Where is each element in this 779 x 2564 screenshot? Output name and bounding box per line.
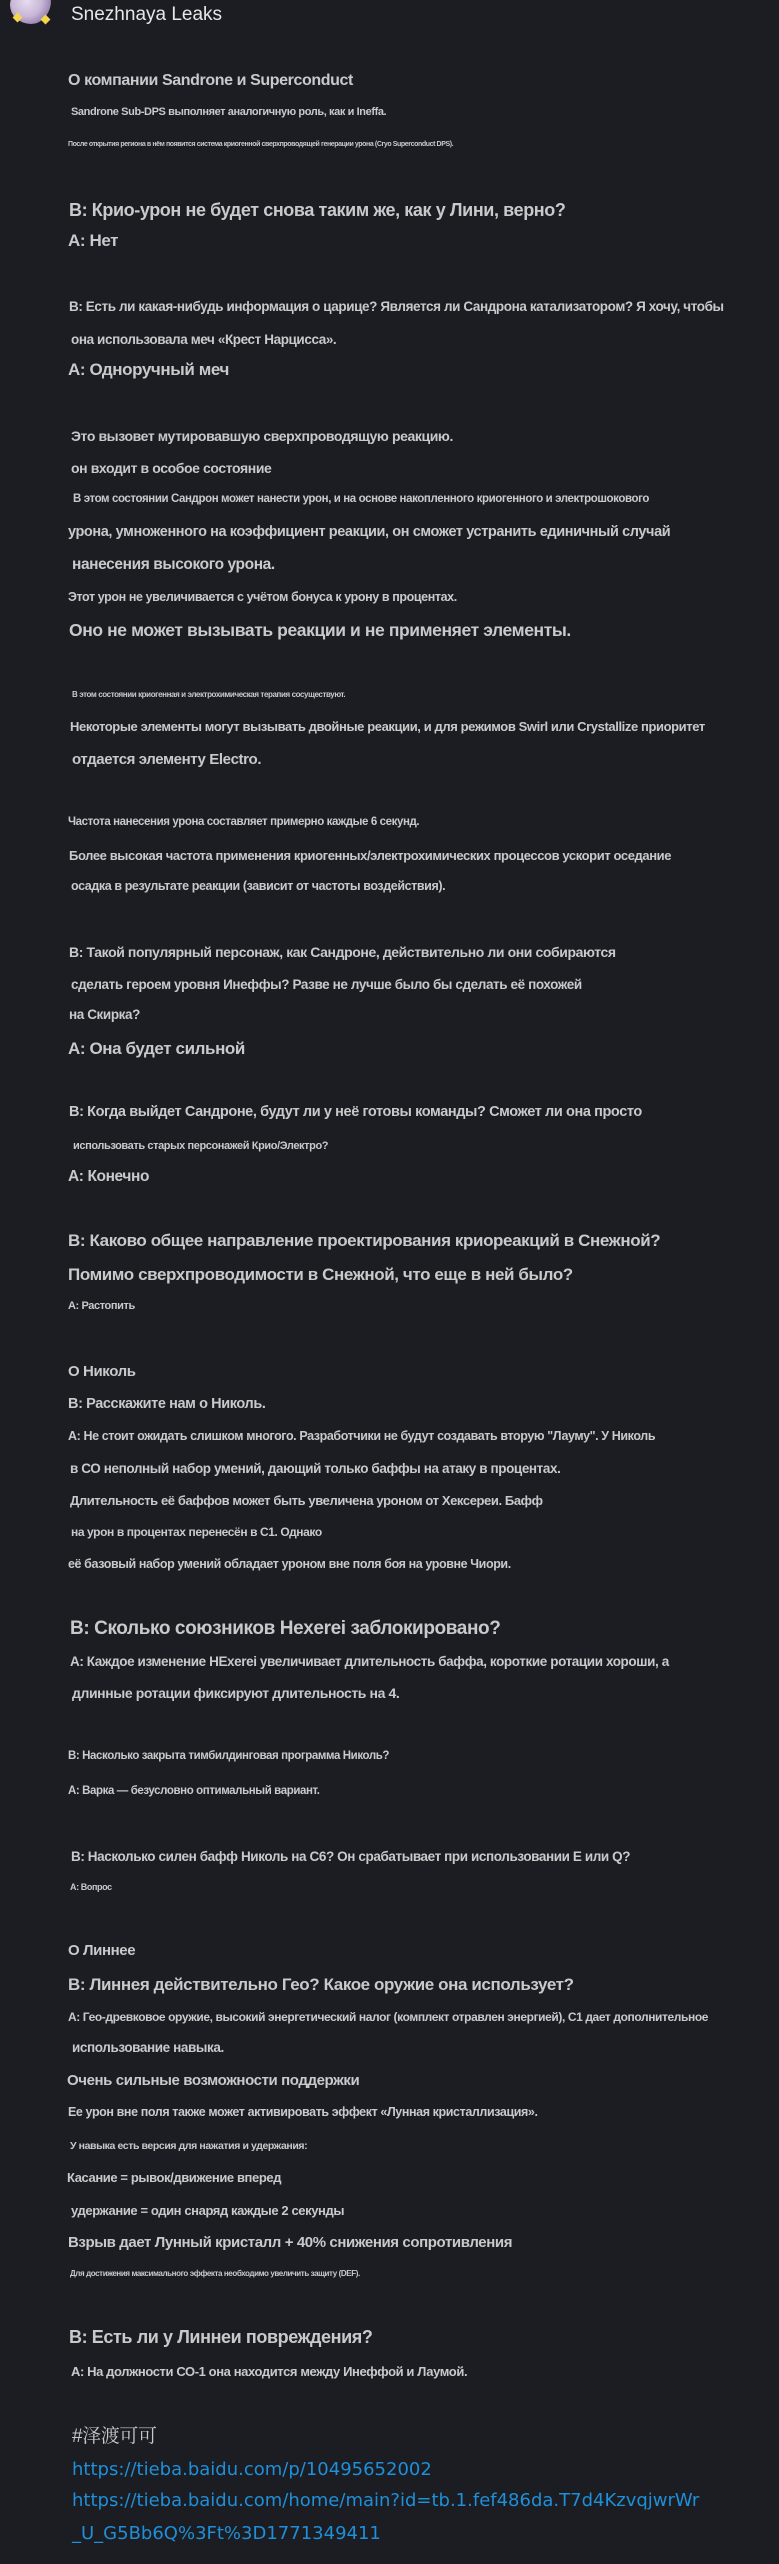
post-text-line: Ее урон вне поля также может активировать эффект «Лунная кристаллизация». xyxy=(68,2105,538,2120)
post-text-line: он входит в особое состояние xyxy=(71,460,272,477)
post-text-line: Более высокая частота применения криогенных/электрохимических процессов ускорит оседание xyxy=(69,847,672,863)
post-text-line: сделать героем уровня Инеффы? Разве не лучше было бы сделать её похожей xyxy=(71,976,582,992)
post-text-line: Взрыв дает Лунный кристалл + 40% снижения сопротивления xyxy=(68,2233,513,2251)
post-text-line: Оно не может вызывать реакции и не применяет элементы. xyxy=(69,620,571,641)
source-link[interactable]: _U_G5Bb6Q%3Ft%3D1771349411 xyxy=(72,2523,381,2544)
post-text-line: урона, умноженного на коэффициент реакции, он сможет устранить единичный случай xyxy=(68,524,671,540)
post-text-line: В этом состоянии Сандрон может нанести урон, и на основе накопленного криогенного и электрошокового xyxy=(73,492,649,505)
answer-text: А: Варка — безусловно оптимальный вариант. xyxy=(68,1784,320,1797)
post-text-line: на Скирка? xyxy=(69,1006,140,1022)
question-text: В: Насколько закрыта тимбилдинговая программа Николь? xyxy=(68,1749,390,1762)
post-text-line: После открытия региона в нём появится система криогенной сверхпроводящей генерации урона (Cryo Superconduct DPS). xyxy=(68,140,454,148)
question-text: В: Есть ли какая-нибудь информация о царице? Является ли Сандрона катализатором? Я хочу, чтобы xyxy=(69,298,724,314)
post-text-line: В этом состоянии криогенная и электрохимическая терапия сосуществуют. xyxy=(72,690,346,700)
post-text-line: нанесения высокого урона. xyxy=(72,556,275,574)
post-text-line: на урон в процентах перенесён в С1. Однако xyxy=(71,1524,322,1539)
post-text-line: О компании Sandrone и Superconduct xyxy=(68,72,353,90)
post-text-line: Для достижения максимального эффекта необходимо увеличить защиту (DEF). xyxy=(70,2269,360,2279)
question-text: В: Крио-урон не будет снова таким же, как у Лини, верно? xyxy=(69,199,566,220)
post-text-line: У навыка есть версия для нажатия и удержания: xyxy=(70,2140,308,2153)
answer-text: А: Не стоит ожидать слишком многого. Разработчики не будут создавать вторую "Лауму". У Николь xyxy=(68,1429,656,1444)
answer-text: А: Нет xyxy=(68,231,119,251)
source-link[interactable]: https://tieba.baidu.com/p/10495652002 xyxy=(72,2459,432,2480)
post-text-line: Этот урон не увеличивается с учётом бонуса к урону в процентах. xyxy=(68,590,457,605)
post-text-line: Частота нанесения урона составляет примерно каждые 6 секунд. xyxy=(68,815,420,828)
channel-avatar-icon[interactable] xyxy=(10,0,52,24)
post-text-line: Касание = рывок/движение вперед xyxy=(67,2169,282,2185)
post-text-line: Sandrone Sub-DPS выполняет аналогичную роль, как и Ineffa. xyxy=(71,106,387,119)
answer-text: А: Конечно xyxy=(68,1168,150,1186)
post-text-line: О Николь xyxy=(68,1362,136,1380)
question-text: В: Сколько союзников Hexerei заблокировано? xyxy=(70,1618,501,1640)
answer-text: А: Растопить xyxy=(68,1300,135,1313)
post-text-line: Некоторые элементы могут вызывать двойные реакции, и для режимов Swirl или Crystallize приоритет xyxy=(70,718,705,734)
post-text-line: использовать старых персонажей Крио/Электро? xyxy=(73,1140,329,1153)
post-text-line: отдается элементу Electro. xyxy=(72,750,262,768)
question-text: В: Каково общее направление проектирования криореакций в Снежной? xyxy=(68,1231,661,1251)
question-text: В: Такой популярный персонаж, как Сандроне, действительно ли они собираются xyxy=(69,944,616,961)
question-text: В: Когда выйдет Сандроне, будут ли у неё готовы команды? Сможет ли она просто xyxy=(69,1104,642,1120)
post-text-line: она использовала меч «Крест Нарцисса». xyxy=(71,331,337,347)
post-text-line: Это вызовет мутировавшую сверхпроводящую реакцию. xyxy=(71,428,453,445)
post-text-line: Очень сильные возможности поддержки xyxy=(67,2071,360,2089)
question-text: В: Насколько силен бафф Николь на С6? Он срабатывает при использовании E или Q? xyxy=(71,1848,631,1864)
answer-text: А: На должности СО-1 она находится между Инеффой и Лаумой. xyxy=(71,2363,468,2379)
post-text-line: осадка в результате реакции (зависит от частоты воздействия). xyxy=(71,879,446,894)
post-text-line: использование навыка. xyxy=(72,2039,224,2055)
post-text-line: удержание = один снаряд каждые 2 секунды xyxy=(71,2202,345,2218)
source-link[interactable]: https://tieba.baidu.com/home/main?id=tb.1.fef486da.T7d4KzvqjwrWr xyxy=(72,2490,700,2511)
hashtag[interactable]: #泽渡可可 xyxy=(72,2426,157,2448)
answer-text: А: Вопрос xyxy=(70,1882,112,1893)
star-icon xyxy=(13,13,23,23)
post-text-line: длинные ротации фиксируют длительность на 4. xyxy=(72,1685,400,1702)
post-text-line: её базовый набор умений обладает уроном вне поля боя на уровне Чиори. xyxy=(68,1557,511,1572)
answer-text: А: Гео-древковое оружие, высокий энергетический налог (комплект отравлен энергией), С1 дает дополнительное xyxy=(68,2009,709,2024)
star-icon xyxy=(41,15,51,25)
answer-text: А: Каждое изменение HExerei увеличивает длительность баффа, короткие ротации хороши, а xyxy=(70,1653,669,1669)
answer-text: А: Одноручный меч xyxy=(68,360,230,380)
question-text: В: Есть ли у Линнеи повреждения? xyxy=(69,2326,373,2347)
post-text-line: Длительность её баффов может быть увеличена уроном от Хексереи. Бафф xyxy=(70,1492,543,1508)
answer-text: А: Она будет сильной xyxy=(68,1039,245,1059)
post-text-line: Помимо сверхпроводимости в Снежной, что еще в ней было? xyxy=(68,1265,573,1285)
question-text: В: Расскажите нам о Николь. xyxy=(68,1396,266,1412)
post-text-line: О Линнее xyxy=(68,1941,136,1959)
channel-title[interactable]: Snezhnaya Leaks xyxy=(71,4,223,25)
question-text: В: Линнея действительно Гео? Какое оружие она использует? xyxy=(68,1975,574,1995)
post-text-line: в СО неполный набор умений, дающий только баффы на атаку в процентах. xyxy=(70,1460,561,1476)
